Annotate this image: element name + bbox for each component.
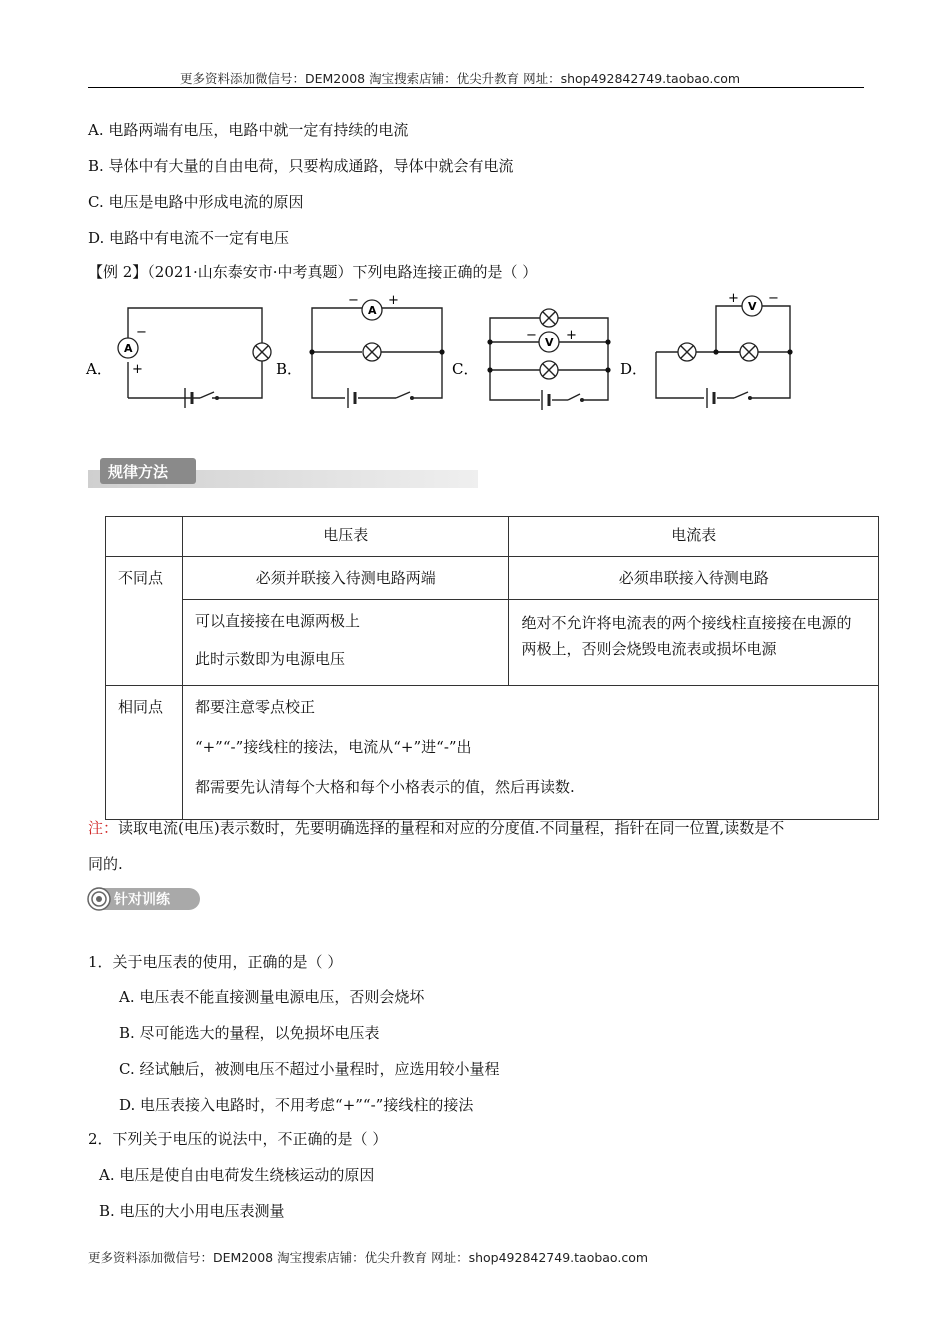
note-line-2: 同的. [88,855,123,873]
diff-voltmeter-2a: 可以直接接在电源两极上 [194,612,360,630]
table-corner [106,517,183,557]
header-rule [88,87,864,88]
label-d: D． [620,360,648,378]
note-text-1: 读取电流(电压)表示数时，先要明确选择的量程和对应的分度值.不同量程，指针在同一位置,读数是不 [118,819,785,837]
circuit-diagrams [80,288,820,418]
method-banner [88,458,478,488]
q2-stem: 2．下列关于电压的说法中，不正确的是（ ） [88,1130,388,1148]
training-banner [86,886,206,914]
diff-voltmeter-2b: 此时示数即为电源电压 [194,650,345,668]
q1-option-b: B. 尽可能选大的量程，以免损坏电压表 [119,1024,380,1042]
note-line-1 [88,817,784,838]
same-1: 都要注意零点校正 [194,698,315,716]
prev-option-c: C. 电压是电路中形成电流的原因 [88,193,304,211]
q1-option-d: D. 电压表接入电路时，不用考虑“+”“-”接线柱的接法 [119,1096,474,1114]
header-voltmeter: 电压表 [323,526,369,544]
q1-stem: 1．关于电压表的使用，正确的是（ ） [88,953,343,971]
diff-ammeter-1: 必须串联接入待测电路 [618,569,769,587]
q2-option-a: A. 电压是使自由电荷发生绕核运动的原因 [99,1166,375,1184]
circuit-c [487,309,610,410]
comparison-table [105,516,879,820]
svg-text:A: A [368,304,377,317]
row-label-same: 相同点 [118,698,164,716]
label-c: C． [452,360,479,378]
method-banner-text: 规律方法 [108,463,169,481]
target-icon [96,896,102,902]
training-banner-text: 针对训练 [114,892,170,908]
q1-option-a: A. 电压表不能直接测量电源电压，否则会烧坏 [119,988,425,1006]
example2-title: 【例 2】（2021·山东泰安市·中考真题）下列电路连接正确的是（ ） [88,263,538,281]
svg-text:+: + [132,362,143,377]
svg-text:−: − [768,291,779,306]
same-2: “+”“-”接线柱的接法，电流从“+”进“-”出 [194,738,472,756]
prev-option-a: A. 电路两端有电压，电路中就一定有持续的电流 [88,121,409,139]
ammeter-a-label: A [124,342,133,355]
label-a: A． [86,360,112,378]
prev-option-b: B. 导体中有大量的自由电荷，只要构成通路，导体中就会有电流 [88,157,514,175]
voltmeter-c-label: V [545,336,554,349]
header-ammeter: 电流表 [671,526,717,544]
same-3: 都需要先认清每个大格和每个小格表示的值，然后再读数. [194,778,575,796]
circuit-a [118,308,271,408]
voltmeter-d-label: V [748,300,757,313]
prev-option-d: D. 电路中有电流不一定有电压 [88,229,290,247]
svg-text:−: − [348,293,359,308]
row-label-different: 不同点 [118,569,164,587]
diff-voltmeter-1: 必须并联接入待测电路两端 [255,569,436,587]
circuit-b [309,293,444,408]
diff-ammeter-2: 绝对不允许将电流表的两个接线柱直接接在电源的两极上，否则会烧毁电流表或损坏电源 [521,614,852,658]
label-b: B． [276,360,303,378]
q1-option-c: C. 经试触后，被测电压不超过小量程时，应选用较小量程 [119,1060,500,1078]
page-header: 更多资料添加微信号：DEM2008 淘宝搜索店铺：优尖升教育 网址：shop492842749.taobao.com [180,71,741,86]
circuit-d [656,291,793,408]
svg-text:+: + [728,291,739,306]
q2-option-b: B. 电压的大小用电压表测量 [99,1202,285,1220]
svg-text:+: + [388,293,399,308]
svg-text:−: − [526,328,537,343]
svg-text:+: + [566,328,577,343]
page-footer: 更多资料添加微信号：DEM2008 淘宝搜索店铺：优尖升教育 网址：shop492842749.taobao.com [88,1250,649,1265]
svg-text:−: − [136,325,147,340]
note-label: 注： [88,819,119,837]
